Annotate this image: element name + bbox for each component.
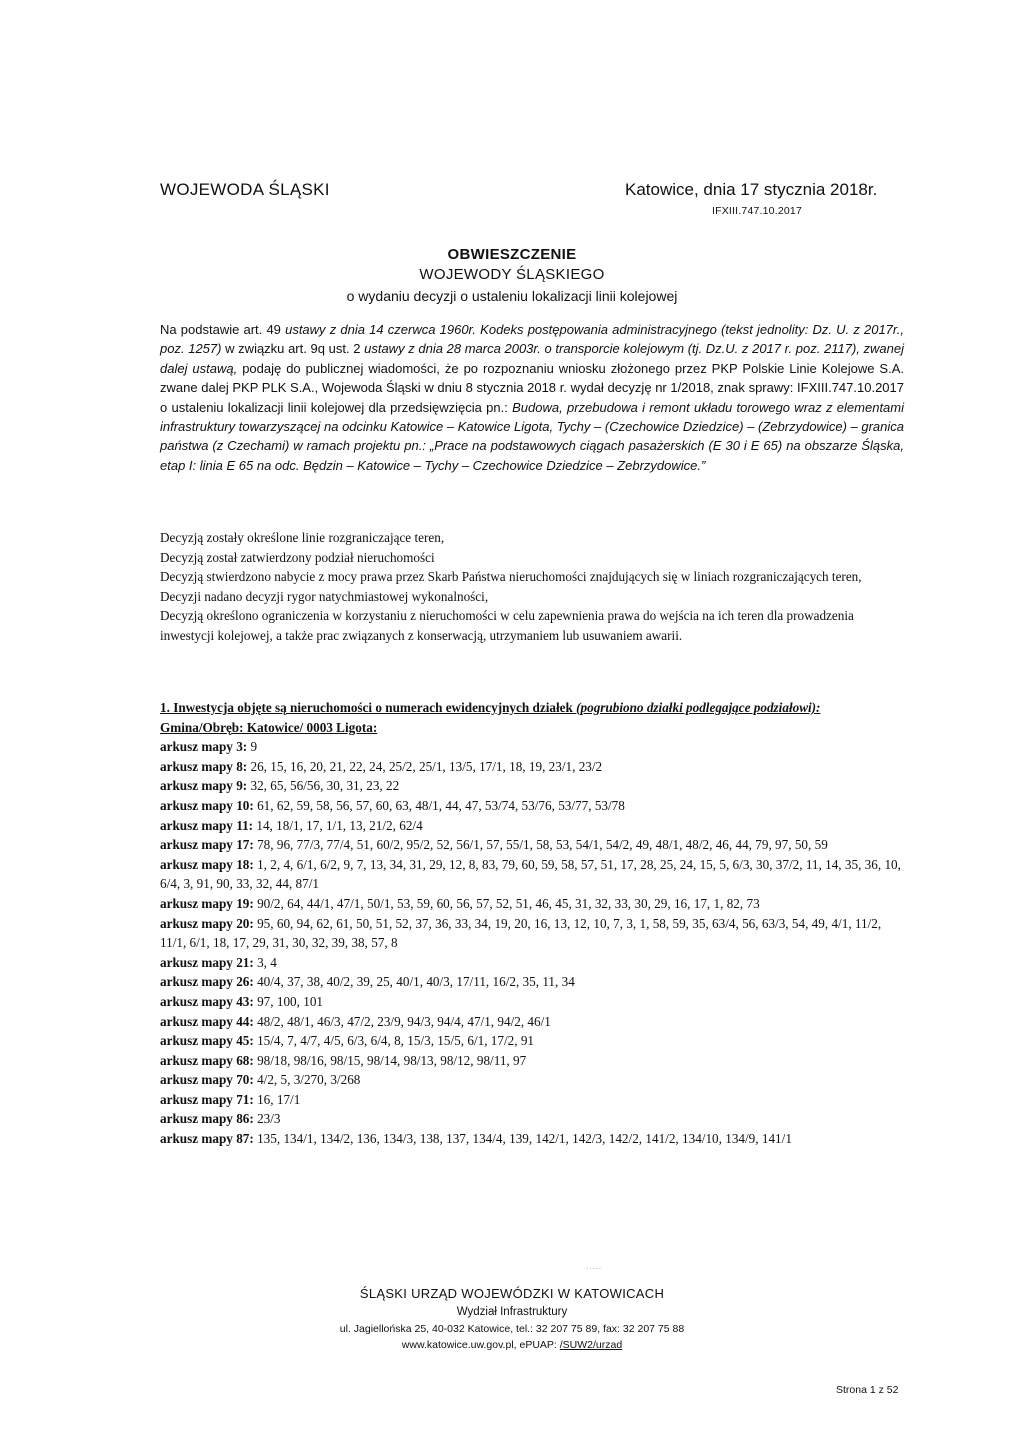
parcel-sheet-row (160, 737, 904, 757)
parcel-sheet-row (160, 1109, 904, 1129)
intro-paragraph (160, 320, 904, 475)
parcel-sheet-row (160, 776, 904, 796)
decision-item: Decyzją stwierdzono nabycie z mocy prawa przez Skarb Państwa nieruchomości znajdujących się w liniach rozgraniczających teren, (160, 569, 862, 585)
page-number: Strona 1 z 52 (836, 1384, 899, 1396)
decision-item: Decyzją został zatwierdzony podział nieruchomości (160, 549, 435, 565)
sheet-label: arkusz mapy 10: (160, 797, 254, 813)
parcel-sheet-row (160, 1090, 904, 1110)
section-1-heading-text: 1. Inwestycja objęte są nieruchomości o numerach ewidencyjnych działek (160, 700, 577, 715)
parcel-sheet-row (160, 953, 904, 973)
sheet-parcels: 14, 18/1, 17, 1/1, 13, 21/2, 62/4 (253, 817, 423, 833)
sheet-parcels: 3, 4 (253, 954, 277, 970)
intro-italic-1: ustawy z dnia 14 czerwca 1960r. Kodeks postępowania administracyjnego (tekst jednolity: Dz. U. z 2017r., poz. 1257) (160, 322, 904, 357)
epuap-link[interactable]: /SUW2/urzad (559, 1339, 623, 1351)
sheet-parcels: 23/3 (253, 1111, 281, 1127)
parcel-sheet-row (160, 1129, 904, 1149)
section-1-heading (160, 698, 904, 718)
parcel-sheet-row (160, 835, 904, 855)
reference-number: IFXIII.747.10.2017 (712, 205, 802, 217)
sheet-parcels: 16, 17/1 (253, 1091, 301, 1107)
place-and-date: Katowice, dnia 17 stycznia 2018r. (625, 180, 878, 199)
footer-department: Wydział Infrastruktury (456, 1306, 568, 1318)
sheet-label: arkusz mapy 8: (160, 758, 248, 774)
sheet-parcels: 15/4, 7, 4/7, 4/5, 6/3, 6/4, 8, 15/3, 15/5, 6/1, 17/2, 91 (253, 1033, 535, 1049)
parcel-sheet-row (160, 757, 904, 777)
parcel-sheet-row (160, 894, 904, 914)
parcel-sheet-row (160, 1070, 904, 1090)
sheet-parcels: 9 (247, 739, 258, 755)
sheet-parcels: 40/4, 37, 38, 40/2, 39, 25, 40/1, 40/3, 17/11, 16/2, 35, 11, 34 (253, 974, 575, 990)
sheet-label: arkusz mapy 70: (160, 1072, 254, 1088)
parcel-sheet-row (160, 1051, 904, 1071)
footer-web-text: www.katowice.uw.gov.pl, ePUAP: (401, 1339, 560, 1351)
sheet-label: arkusz mapy 26: (160, 974, 254, 990)
decision-item: Decyzji nadano decyzji rygor natychmiastowej wykonalności, (160, 588, 489, 604)
notice-title: OBWIESZCZENIE (447, 246, 577, 263)
sheet-parcels: 48/2, 48/1, 46/3, 47/2, 23/9, 94/3, 94/4, 47/1, 94/2, 46/1 (253, 1013, 551, 1029)
sheet-label: arkusz mapy 3: (160, 739, 248, 755)
notice-subtitle: WOJEWODY ŚLĄSKIEGO (419, 266, 605, 283)
sheet-label: arkusz mapy 71: (160, 1091, 254, 1107)
intro-text-3: podaję do publicznej wiadomości, że po rozpoznaniu wniosku złożonego przez PKP Polskie Linie Kolejowe S.A. zwane dalej PKP PLK S.A., Wojewoda Śląski w dniu 8 stycznia 2018 r. wydał decyzję nr 1/2018, znak sprawy: IFXIII.747.10.2017 o ustaleniu lokalizacji linii kolejowej dla przedsięwzięcia pn.: (160, 360, 904, 415)
sheet-label: arkusz mapy 45: (160, 1033, 254, 1049)
parcel-sheet-row (160, 914, 904, 953)
sheet-parcels: 97, 100, 101 (253, 993, 324, 1009)
parcel-sheet-row (160, 855, 904, 894)
intro-italic-2: ustawy z dnia 28 marca 2003r. o transporcie kolejowym (tj. Dz.U. z 2017 r. poz. 2117), zwanej dalej ustawą, (160, 341, 905, 376)
footer-office: ŚLĄSKI URZĄD WOJEWÓDZKI W KATOWICACH (359, 1286, 665, 1301)
notice-subject: o wydaniu decyzji o ustaleniu lokalizacji linii kolejowej (346, 288, 678, 304)
sheet-parcels: 26, 15, 16, 20, 21, 22, 24, 25/2, 25/1, 13/5, 17/1, 18, 19, 23/1, 23/2 (247, 758, 603, 774)
sheet-label: arkusz mapy 17: (160, 837, 254, 853)
sheet-label: arkusz mapy 44: (160, 1013, 254, 1029)
decision-item: Decyzją zostały określone linie rozgraniczające teren, (160, 530, 445, 545)
sheet-parcels: 98/18, 98/16, 98/15, 98/14, 98/13, 98/12, 98/11, 97 (253, 1052, 527, 1068)
intro-text-1: Na podstawie art. 49 (160, 322, 286, 337)
sheet-label: arkusz mapy 86: (160, 1111, 254, 1127)
parcel-sheet-row (160, 1012, 904, 1032)
sheet-label: arkusz mapy 18: (160, 856, 254, 872)
parcel-sheet-row (160, 816, 904, 836)
sheet-label: arkusz mapy 11: (160, 817, 254, 833)
sheet-parcels: 4/2, 5, 3/270, 3/268 (253, 1072, 361, 1088)
decisions-list (160, 528, 904, 646)
parcel-sheet-list (160, 737, 904, 1148)
footer-web (0, 1339, 1024, 1351)
sheet-label: arkusz mapy 19: (160, 895, 254, 911)
intro-italic-3: Budowa, przebudowa i remont układu torowego wraz z elementami infrastruktury towarzyszącej na odcinku Katowice – Katowice Ligota, Tychy – (Czechowice Dziedzice) – (Zebrzydowice) – granica państwa (z Czechami) w ramach projektu pn.: „Prace na podstawowych ciągach pasażerskich (E 30 i E 65) na obszarze Śląska, etap I: linia E 65 na odc. Będzin – Katowice – Tychy – Czechowice Dziedzice – Zebrzydowice.” (160, 399, 904, 473)
intro-text-2: w związku art. 9q ust. 2 (221, 341, 365, 357)
separator-dots: ..... (586, 1262, 603, 1271)
sheet-parcels: 90/2, 64, 44/1, 47/1, 50/1, 53, 59, 60, 56, 57, 52, 51, 46, 45, 31, 32, 33, 30, 29, 16, 17, 1, 82, 73 (253, 895, 760, 911)
sheet-label: arkusz mapy 21: (160, 954, 254, 970)
section-1 (160, 698, 904, 1149)
sheet-parcels: 78, 96, 77/3, 77/4, 51, 60/2, 95/2, 52, 56/1, 57, 55/1, 58, 53, 54/1, 54/2, 49, 48/1, 48/2, 46, 44, 79, 97, 50, 59 (253, 837, 828, 853)
sheet-label: arkusz mapy 20: (160, 915, 254, 931)
gmina-heading: Gmina/Obręb: Katowice/ 0003 Ligota: (160, 719, 378, 735)
section-1-heading-italic: (pogrubiono działki podlegające podziałowi): (576, 700, 821, 715)
parcel-sheet-row (160, 992, 904, 1012)
sheet-label: arkusz mapy 9: (160, 778, 248, 794)
parcel-sheet-row (160, 972, 904, 992)
decision-item: Decyzją określono ograniczenia w korzystaniu z nieruchomości w celu zapewnienia prawa do wejścia na ich teren dla prowadzenia inwestycji kolejowej, a także prac związanych z konserwacją, utrzymaniem lub usuwaniem awarii. (160, 608, 854, 643)
sheet-parcels: 135, 134/1, 134/2, 136, 134/3, 138, 137, 134/4, 139, 142/1, 142/3, 142/2, 141/2, 134/10, 134/9, 141/1 (253, 1131, 792, 1147)
sheet-label: arkusz mapy 43: (160, 993, 254, 1009)
parcel-sheet-row (160, 1031, 904, 1051)
parcel-sheet-row (160, 796, 904, 816)
footer-address: ul. Jagiellońska 25, 40-032 Katowice, tel.: 32 207 75 89, fax: 32 207 75 88 (339, 1323, 685, 1335)
sheet-parcels: 95, 60, 94, 62, 61, 50, 51, 52, 37, 36, 33, 34, 19, 20, 16, 13, 12, 10, 7, 3, 1, 58, 59, 35, 63/4, 56, 63/3, 54, 49, 4/1, 11/2, 11/1, 6/1, 18, 17, 29, 31, 30, 32, 39, 38, 57, 8 (160, 915, 882, 951)
sheet-parcels: 61, 62, 59, 58, 56, 57, 60, 63, 48/1, 44, 47, 53/74, 53/76, 53/77, 53/78 (253, 797, 625, 813)
issuing-authority: WOJEWODA ŚLĄSKI (160, 180, 330, 199)
sheet-label: arkusz mapy 87: (160, 1131, 254, 1147)
sheet-parcels: 32, 65, 56/56, 30, 31, 23, 22 (247, 778, 400, 794)
sheet-label: arkusz mapy 68: (160, 1052, 254, 1068)
sheet-parcels: 1, 2, 4, 6/1, 6/2, 9, 7, 13, 34, 31, 29, 12, 8, 83, 79, 60, 59, 58, 57, 51, 17, 28, 25, 24, 15, 5, 6/3, 30, 37/2, 11, 14, 35, 36, 10, 6/4, 3, 91, 90, 33, 32, 44, 87/1 (160, 856, 901, 892)
